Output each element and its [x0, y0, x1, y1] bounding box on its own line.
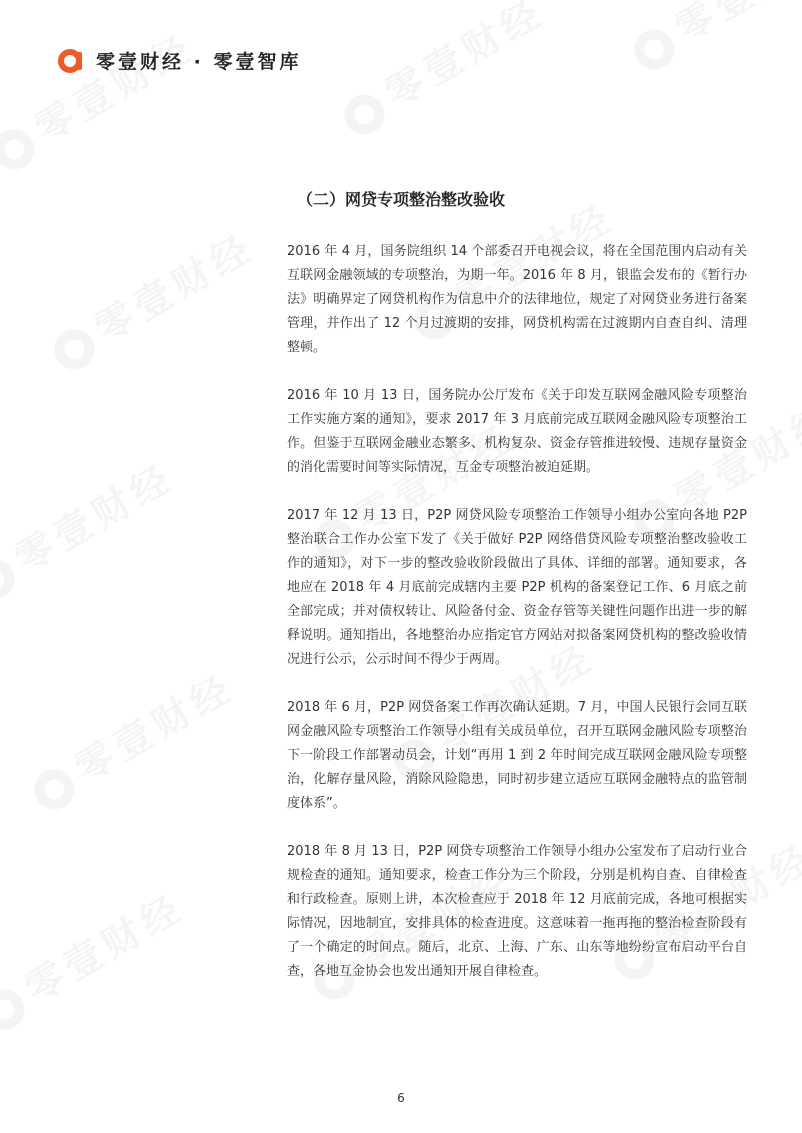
watermark-logo-icon — [27, 762, 82, 817]
watermark-logo-icon — [627, 22, 682, 77]
paragraph: 2018 年 6 月，P2P 网贷备案工作再次确认延期。7 月，中国人民银行会同互联网金融风险专项整治工作领导小组有关成员单位，召开互联网金融风险专项整治下一阶段工作部署动员会，计划“再用 1 到 2 年时间完成互联网金融风险专项整治，化解存量风险，消除风险隐患，同时初步建立适应互联网金融特点的监管制度体系”。 — [287, 700, 747, 811]
page-header — [58, 45, 301, 75]
watermark — [330, 0, 553, 143]
document-body — [287, 188, 747, 1008]
watermark — [0, 17, 203, 178]
watermark — [40, 217, 263, 378]
page-number: 6 — [397, 1091, 405, 1105]
paragraph: 2016 年 4 月，国务院组织 14 个部委召开电视会议，将在全国范围内启动有关互联网金融领域的专项整治，为期一年。2016 年 8 月，银监会发布的《暂行办法》明确界定了网贷机构作为信息中介的法律地位，规定了对网贷业务进行备案管理，并作出了 12 个月过渡期的安排，网贷机构需在过渡期内自查自纠、清理整顿。 — [287, 244, 747, 355]
watermark-logo-icon — [0, 552, 21, 607]
paragraph: 2018 年 8 月 13 日，P2P 网贷专项整治工作领导小组办公室发布了启动行业合规检查的通知。通知要求，检查工作分为三个阶段，分别是机构自查、自律检查和行政检查。原则上讲，本次检查应于 2018 年 12 月底前完成，各地可根据实际情况，因地制宜，安排具体的检查进度。这意味着一拖再拖的整治检查阶段有了一个确定的时间点。随后，北京、上海、广东、山东等地纷纷宣布启动平台自查，各地互金协会也发出通知开展自律检查。 — [287, 844, 747, 979]
watermark-logo-icon — [0, 982, 31, 1037]
brand-logo-icon — [58, 47, 84, 73]
watermark — [620, 0, 802, 78]
watermark-logo-icon — [0, 122, 41, 177]
brand-name: 零壹财经 · 零壹智库 — [96, 50, 302, 73]
watermark — [0, 447, 183, 608]
paragraph: 2017 年 12 月 13 日，P2P 网贷风险专项整治工作领导小组办公室向各地 P2P 整治联合工作办公室下发了《关于做好 P2P 网络借贷风险专项整治整改验收工作的通知》，对下一步的整改验收阶段做出了具体、详细的部署。通知要求，各地应在 2018 年 4 月底前完成辖内主要 P2P 机构的备案登记工作、6 月底之前全部完成；并对债权转让、风险备付金、资金存管等关键性问题作出进一步的解释说明。通知指出，各地整治办应指定官方网站对拟备案网贷机构的整改验收情况进行公示，公示时间不得少于两周。 — [287, 508, 747, 667]
watermark-logo-icon — [337, 87, 392, 142]
watermark-logo-icon — [47, 322, 102, 377]
paragraph: 2016 年 10 月 13 日，国务院办公厅发布《关于印发互联网金融风险专项整治工作实施方案的通知》，要求 2017 年 3 月底前完成互联网金融风险专项整治工作。但鉴于互联网金融业态繁多、机构复杂、资金存管推进较慢、违规存量资金的消化需要时间等实际情况，互金专项整治被迫延期。 — [287, 388, 747, 475]
watermark — [20, 657, 243, 818]
section-title: （二）网贷专项整治整改验收 — [297, 190, 506, 209]
watermark — [0, 877, 193, 1038]
